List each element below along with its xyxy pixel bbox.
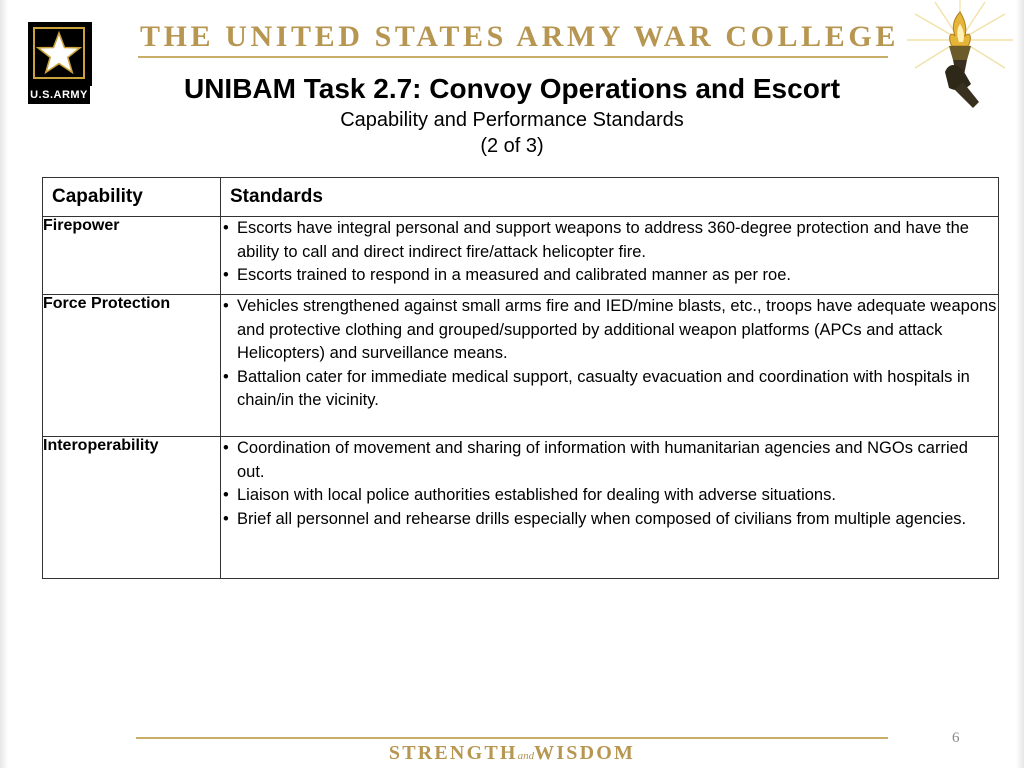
table-row — [43, 295, 999, 437]
motto-and: and — [517, 750, 535, 762]
slide-title: UNIBAM Task 2.7: Convoy Operations and Escort — [183, 73, 841, 104]
page-number: 6 — [952, 730, 960, 746]
column-header-standards: Standards — [221, 178, 999, 217]
standard-bullet: • Vehicles strengthened against small arms fire and IED/mine blasts, etc., troops have adequate weapons and protective clothing and grouped/supported by additional weapon platforms (APCs and attack Helicopters) and surveillance means. — [221, 295, 998, 366]
footer-divider — [136, 737, 888, 739]
table-row — [43, 217, 999, 295]
standards-cell — [221, 437, 999, 579]
motto-strength: STRENGTH — [388, 742, 518, 764]
table-row — [43, 437, 999, 579]
slide-subtitle: Capability and Performance Standards — [340, 109, 684, 131]
column-header-capability: Capability — [43, 178, 221, 217]
standards-cell — [221, 217, 999, 295]
standard-bullet: • Escorts trained to respond in a measured and calibrated manner as per roe. — [221, 264, 998, 288]
army-logo-label: U.S.ARMY — [28, 86, 90, 104]
footer-motto — [0, 742, 1024, 765]
motto-wisdom: WISDOM — [534, 742, 636, 764]
table-header-row — [43, 178, 999, 217]
capability-cell: Interoperability — [43, 437, 221, 579]
army-star-icon — [36, 30, 82, 76]
standard-bullet: • Brief all personnel and rehearse drills especially when composed of civilians from multiple agencies. — [221, 508, 998, 532]
standards-table — [42, 177, 999, 579]
capability-cell: Firepower — [43, 217, 221, 295]
capability-cell: Force Protection — [43, 295, 221, 437]
standard-bullet: • Coordination of movement and sharing of information with humanitarian agencies and NGOs carried out. — [221, 437, 998, 484]
standard-bullet: • Battalion cater for immediate medical support, casualty evacuation and coordination with hospitals in chain/in the vicinity. — [221, 366, 998, 413]
standard-bullet: • Liaison with local police authorities established for dealing with adverse situations. — [221, 484, 998, 508]
slide-part-indicator: (2 of 3) — [480, 135, 544, 157]
standard-bullet: • Escorts have integral personal and support weapons to address 360-degree protection and have the ability to call and direct indirect fire/attack helicopter fire. — [221, 217, 998, 264]
header-divider — [138, 56, 888, 58]
college-title: THE UNITED STATES ARMY WAR COLLEGE — [140, 20, 899, 53]
standards-cell — [221, 295, 999, 437]
